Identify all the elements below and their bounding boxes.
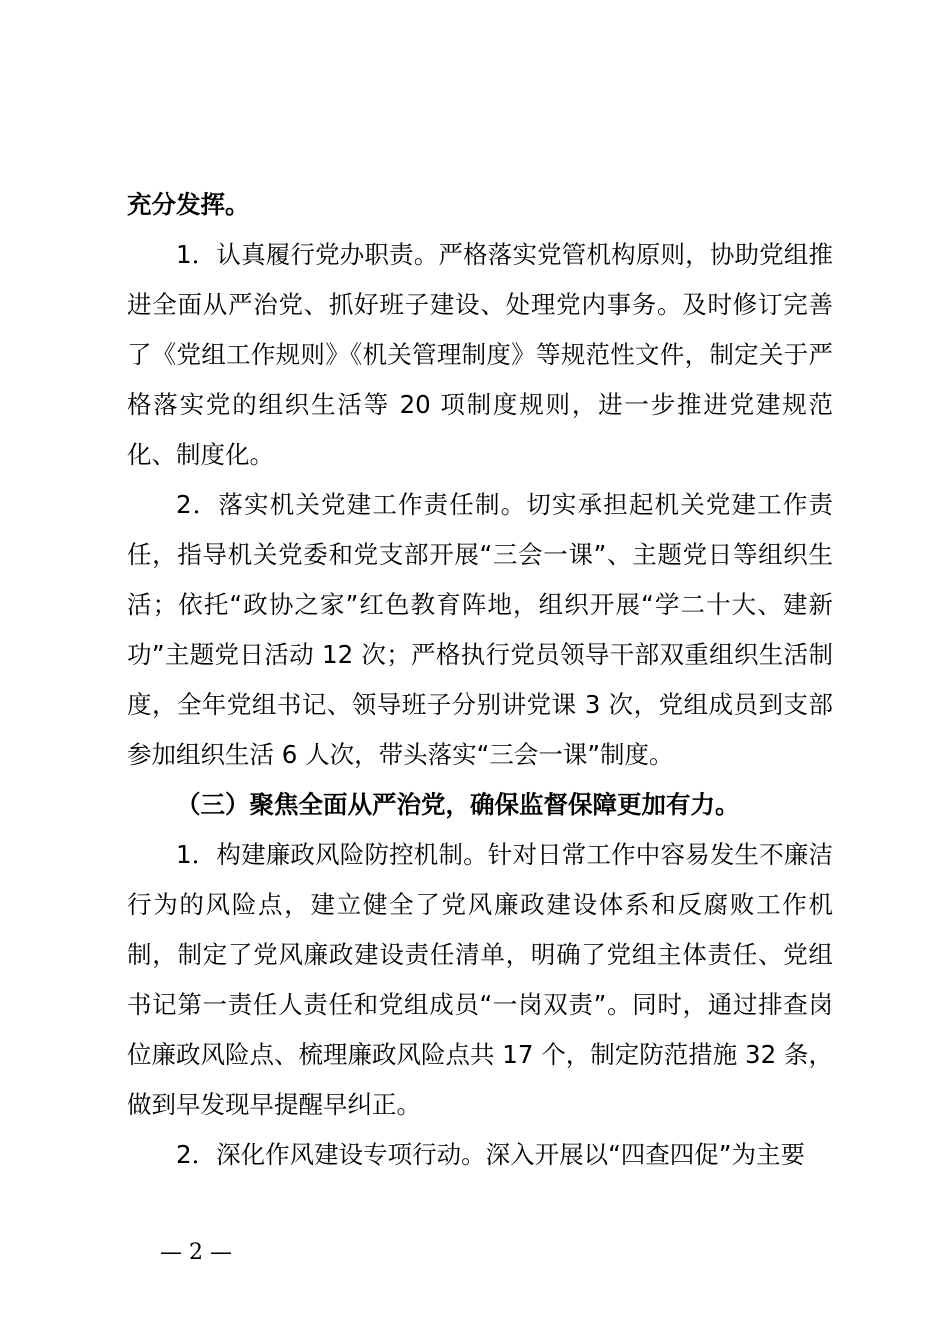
paragraph-item-1-integrity-risk: 1．构建廉政风险防控机制。针对日常工作中容易发生不廉洁行为的风险点，建立健全了党风廉政建设体系和反腐败工作机制，制定了党风廉政建设责任清单，明确了党组主体责任、党组书记第一责任人责任和党组成员“一岗双责”。同时，通过排查岗位廉政风险点、梳理廉政风险点共 17 个，制定防范措施 32 条，做到早发现早提醒早纠正。 (127, 840, 833, 1119)
paragraph-item-1-party-office: 1．认真履行党办职责。严格落实党管机构原则，协助党组推进全面从严治党、抓好班子建设、处理党内事务。及时修订完善了《党组工作规则》《机关管理制度》等规范性文件，制定关于严格落实党的组织生活等 20 项制度规则，进一步推进党建规范化、制度化。 (127, 240, 833, 469)
paragraph-item-2-party-building: 2．落实机关党建工作责任制。切实承担起机关党建工作责任，指导机关党委和党支部开展“三会一课”、主题党日等组织生活；依托“政协之家”红色教育阵地，组织开展“学二十大、建新功”主题党日活动 12 次；严格执行党员领导干部双重组织生活制度，全年党组书记、领导班子分别讲党课 3 次，党组成员到支部参加组织生活 6 人次，带头落实“三会一课”制度。 (127, 490, 833, 769)
section-heading-3: （三）聚焦全面从严治党，确保监督保障更加有力。 (176, 790, 740, 819)
page-number: — 2 — (160, 1240, 232, 1265)
continuation-paragraph: 充分发挥。 (127, 190, 250, 219)
document-body (127, 180, 833, 1180)
paragraph-item-2-work-style: 2．深化作风建设专项行动。深入开展以“四查四促”为主要 (176, 1140, 805, 1169)
